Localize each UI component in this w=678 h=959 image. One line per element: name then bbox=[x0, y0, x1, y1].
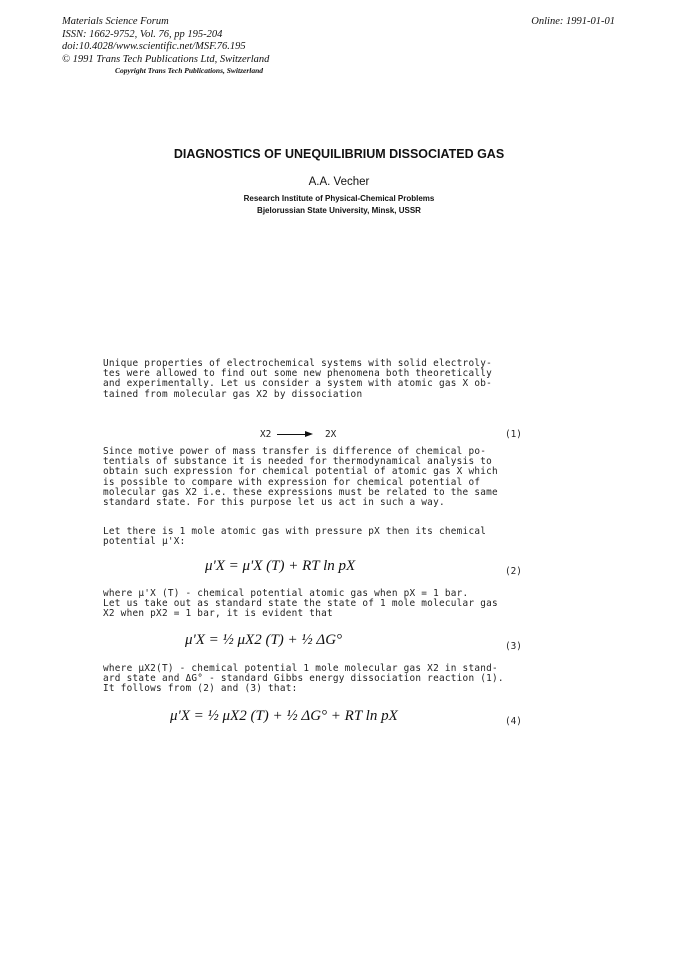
equation-4-number: (4) bbox=[505, 716, 522, 727]
copyright-line: © 1991 Trans Tech Publications Ltd, Switzerland bbox=[62, 53, 270, 65]
equation-1-number: (1) bbox=[505, 429, 522, 440]
equation-2-number: (2) bbox=[505, 566, 522, 577]
paragraph-intro: Unique properties of electrochemical systems with solid electroly- tes were allowed to find out some new phenomena both theoretically and experimentally. Let us consider a system with atomic gas X ob- tained from molecular gas X2 by dissociation bbox=[103, 358, 493, 400]
affiliation-university: Bjelorussian State University, Minsk, USSR bbox=[257, 206, 421, 215]
issn-line: ISSN: 1662-9752, Vol. 76, pp 195-204 bbox=[62, 28, 223, 40]
equation-4: μ'X = ½ μX2 (T) + ½ ΔG° + RT ln pX bbox=[170, 708, 398, 724]
reaction-product: 2X bbox=[324, 429, 337, 440]
paper-author: A.A. Vecher bbox=[308, 176, 370, 188]
equation-2: μ'X = μ'X (T) + RT ln pX bbox=[205, 558, 356, 574]
journal-name: Materials Science Forum bbox=[62, 16, 169, 27]
equation-3: μ'X = ½ μX2 (T) + ½ ΔG° bbox=[185, 632, 343, 648]
doi-line: doi:10.4028/www.scientific.net/MSF.76.195 bbox=[62, 41, 246, 52]
affiliation-institute: Research Institute of Physical-Chemical Problems bbox=[243, 194, 435, 203]
paragraph-motive-power: Since motive power of mass transfer is difference of chemical po- tentials of substance it is needed for thermodynamical analysis to obtain such expression for chemical potential of atomic gas X which is possible to compare with expression for chemical potential of molecular gas X2 i.e. these expressions must be related to the same standard state. For this purpose let us act in such a way. bbox=[103, 446, 498, 509]
reaction-arrow-icon bbox=[277, 434, 307, 435]
paragraph-atomic-gas: Let there is 1 mole atomic gas with pressure pX then its chemical potential μ'X: bbox=[103, 526, 487, 548]
online-date: Online: 1991-01-01 bbox=[531, 16, 615, 27]
reaction-reactant: X2 bbox=[260, 429, 272, 440]
paper-title: DIAGNOSTICS OF UNEQUILIBRIUM DISSOCIATED GAS bbox=[173, 147, 505, 161]
reaction-equation bbox=[260, 429, 336, 440]
copyright-stamp: Copyright Trans Tech Publications, Switzerland bbox=[115, 66, 264, 75]
equation-3-number: (3) bbox=[505, 641, 522, 652]
paragraph-gibbs: where μX2(T) - chemical potential 1 mole molecular gas X2 in stand- ard state and ΔG° - standard Gibbs energy dissociation reaction (1). It follows from (2) and (3) that: bbox=[103, 663, 504, 695]
journal-header bbox=[62, 16, 269, 66]
paragraph-standard-state: where μ'X (T) - chemical potential atomic gas when pX = 1 bar. Let us take out as standard state the state of 1 mole molecular gas X2 when pX2 = 1 bar, it is evident that bbox=[103, 588, 498, 620]
